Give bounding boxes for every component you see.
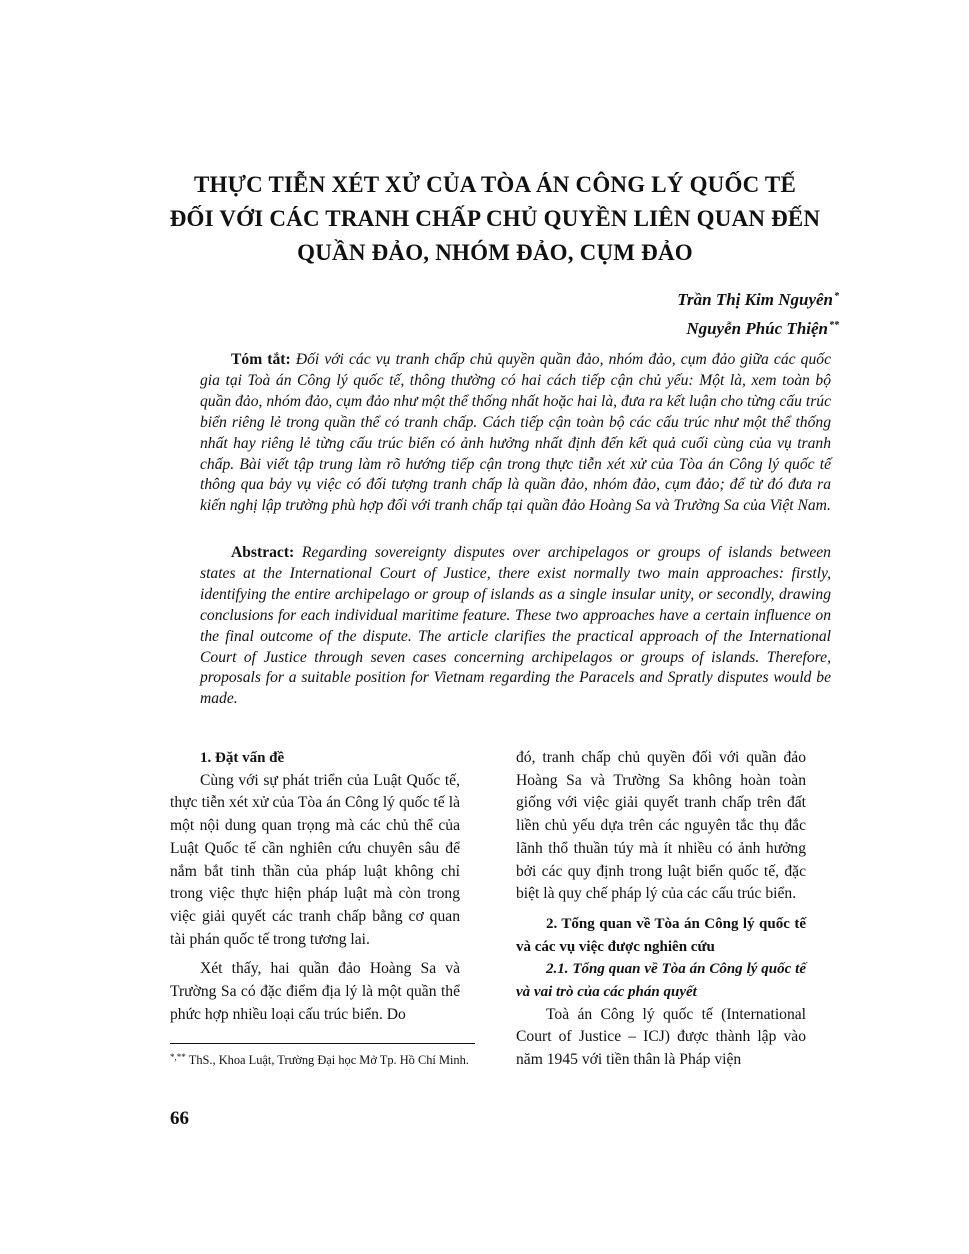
footnote-mark: *,**: [170, 1052, 186, 1062]
abstract-vietnamese: [200, 350, 831, 517]
abstract-english: [200, 543, 831, 710]
body-paragraph: Toà án Công lý quốc tế (International Court of Justice – ICJ) được thành lập vào năm 1945 với tiền thân là Pháp viện: [516, 1005, 806, 1069]
title-line: THỰC TIỄN XÉT XỬ CỦA TÒA ÁN CÔNG LÝ QUỐC TẾ: [193, 172, 797, 197]
abstract-label: Abstract:: [231, 544, 295, 561]
section-heading: 1. Đặt vấn đề: [200, 750, 285, 766]
footnote-text: ThS., Khoa Luật, Trường Đại học Mở Tp. Hồ Chí Minh.: [188, 1053, 469, 1067]
author: [677, 313, 839, 342]
author-footnote-mark: **: [829, 320, 839, 331]
subsection-heading: 2.1. Tổng quan về Tòa án Công lý quốc tế và vai trò của các phán quyết: [516, 961, 806, 1001]
section-heading: 2. Tổng quan về Tòa án Công lý quốc tế và các vụ việc được nghiên cứu: [516, 915, 806, 955]
body-paragraph: Xét thấy, hai quần đảo Hoàng Sa và Trường Sa có đặc điểm địa lý là một quần thể phức hợp nhiều loại cấu trúc biển. Do: [170, 960, 460, 1023]
page-number: 66: [170, 1108, 189, 1129]
author-name: Trần Thị Kim Nguyên: [677, 290, 833, 309]
abstract-text: Regarding sovereignty disputes over archipelagos or groups of islands between states at the International Court of Justice, there exist normally two main approaches: firstly, identifying the entire archipelago or group of islands as a single insular unity, or secondly, drawing conclusions for each individual maritime feature. These two approaches have a certain influence on the final outcome of the dispute. The article clarifies the practical approach of the International Court of Justice through seven cases concerning archipelagos or groups of islands. Therefore, proposals for a suitable position for Vietnam regarding the Paracels and Spratly disputes would be made.: [200, 544, 831, 708]
title-line: QUẦN ĐẢO, NHÓM ĐẢO, CỤM ĐẢO: [297, 240, 693, 265]
article-title: [150, 168, 840, 270]
body-paragraph: đó, tranh chấp chủ quyền đối với quần đảo Hoàng Sa và Trường Sa không hoàn toàn giống với việc giải quyết tranh chấp trên đất liền chủ yếu dựa trên các nguyên tắc thụ đắc lãnh thổ thuần túy mà ít nhiều có ảnh hưởng bởi các quy định trong luật biển quốc tế, đặc biệt là quy chế pháp lý của các cấu trúc biển.: [516, 749, 806, 903]
title-line: ĐỐI VỚI CÁC TRANH CHẤP CHỦ QUYỀN LIÊN QUAN ĐẾN: [169, 206, 821, 231]
abstract-text: Đối với các vụ tranh chấp chủ quyền quần đảo, nhóm đảo, cụm đảo giữa các quốc gia tại Toà án Công lý quốc tế, thông thường có hai cách tiếp cận chủ yếu: Một là, xem toàn bộ quần đảo, nhóm đảo, cụm đảo như một thể thống nhất hoặc hai là, đưa ra kết luận cho từng cấu trúc biển riêng lẻ trong quần thể có tranh chấp. Cách tiếp cận toàn bộ các cấu trúc như một thể thống nhất hay riêng lẻ từng cấu trúc biển có ảnh hưởng nhất định đến kết quả cuối cùng của vụ tranh chấp. Bài viết tập trung làm rõ hướng tiếp cận trong thực tiễn xét xử của Tòa án Công lý quốc tế thông qua bảy vụ việc có đối tượng tranh chấp là quần đảo, nhóm đảo, cụm đảo; để từ đó đưa ra kiến nghị lập trường phù hợp đối với tranh chấp tại quần đảo Hoàng Sa và Trường Sa của Việt Nam.: [200, 351, 831, 515]
author-list: [677, 284, 839, 342]
author: [677, 284, 839, 313]
abstract-label: Tóm tắt:: [231, 351, 291, 368]
author-footnote-mark: *: [834, 291, 839, 302]
body-column-right: [516, 747, 806, 1072]
body-column-left: [170, 747, 460, 1026]
body-paragraph: Cùng với sự phát triển của Luật Quốc tế, thực tiễn xét xử của Tòa án Công lý quốc tế là một nội dung quan trọng mà các chủ thể của Luật Quốc tế cần nghiên cứu chuyên sâu để nắm bắt tinh thần của pháp luật không chỉ trong việc thực hiện pháp luật mà còn trong việc giải quyết các tranh chấp bằng cơ quan tài phán quốc tế trong tương lai.: [170, 771, 460, 948]
footnote: [170, 1049, 475, 1069]
footnote-divider: [170, 1043, 475, 1044]
author-name: Nguyễn Phúc Thiện: [686, 319, 828, 338]
